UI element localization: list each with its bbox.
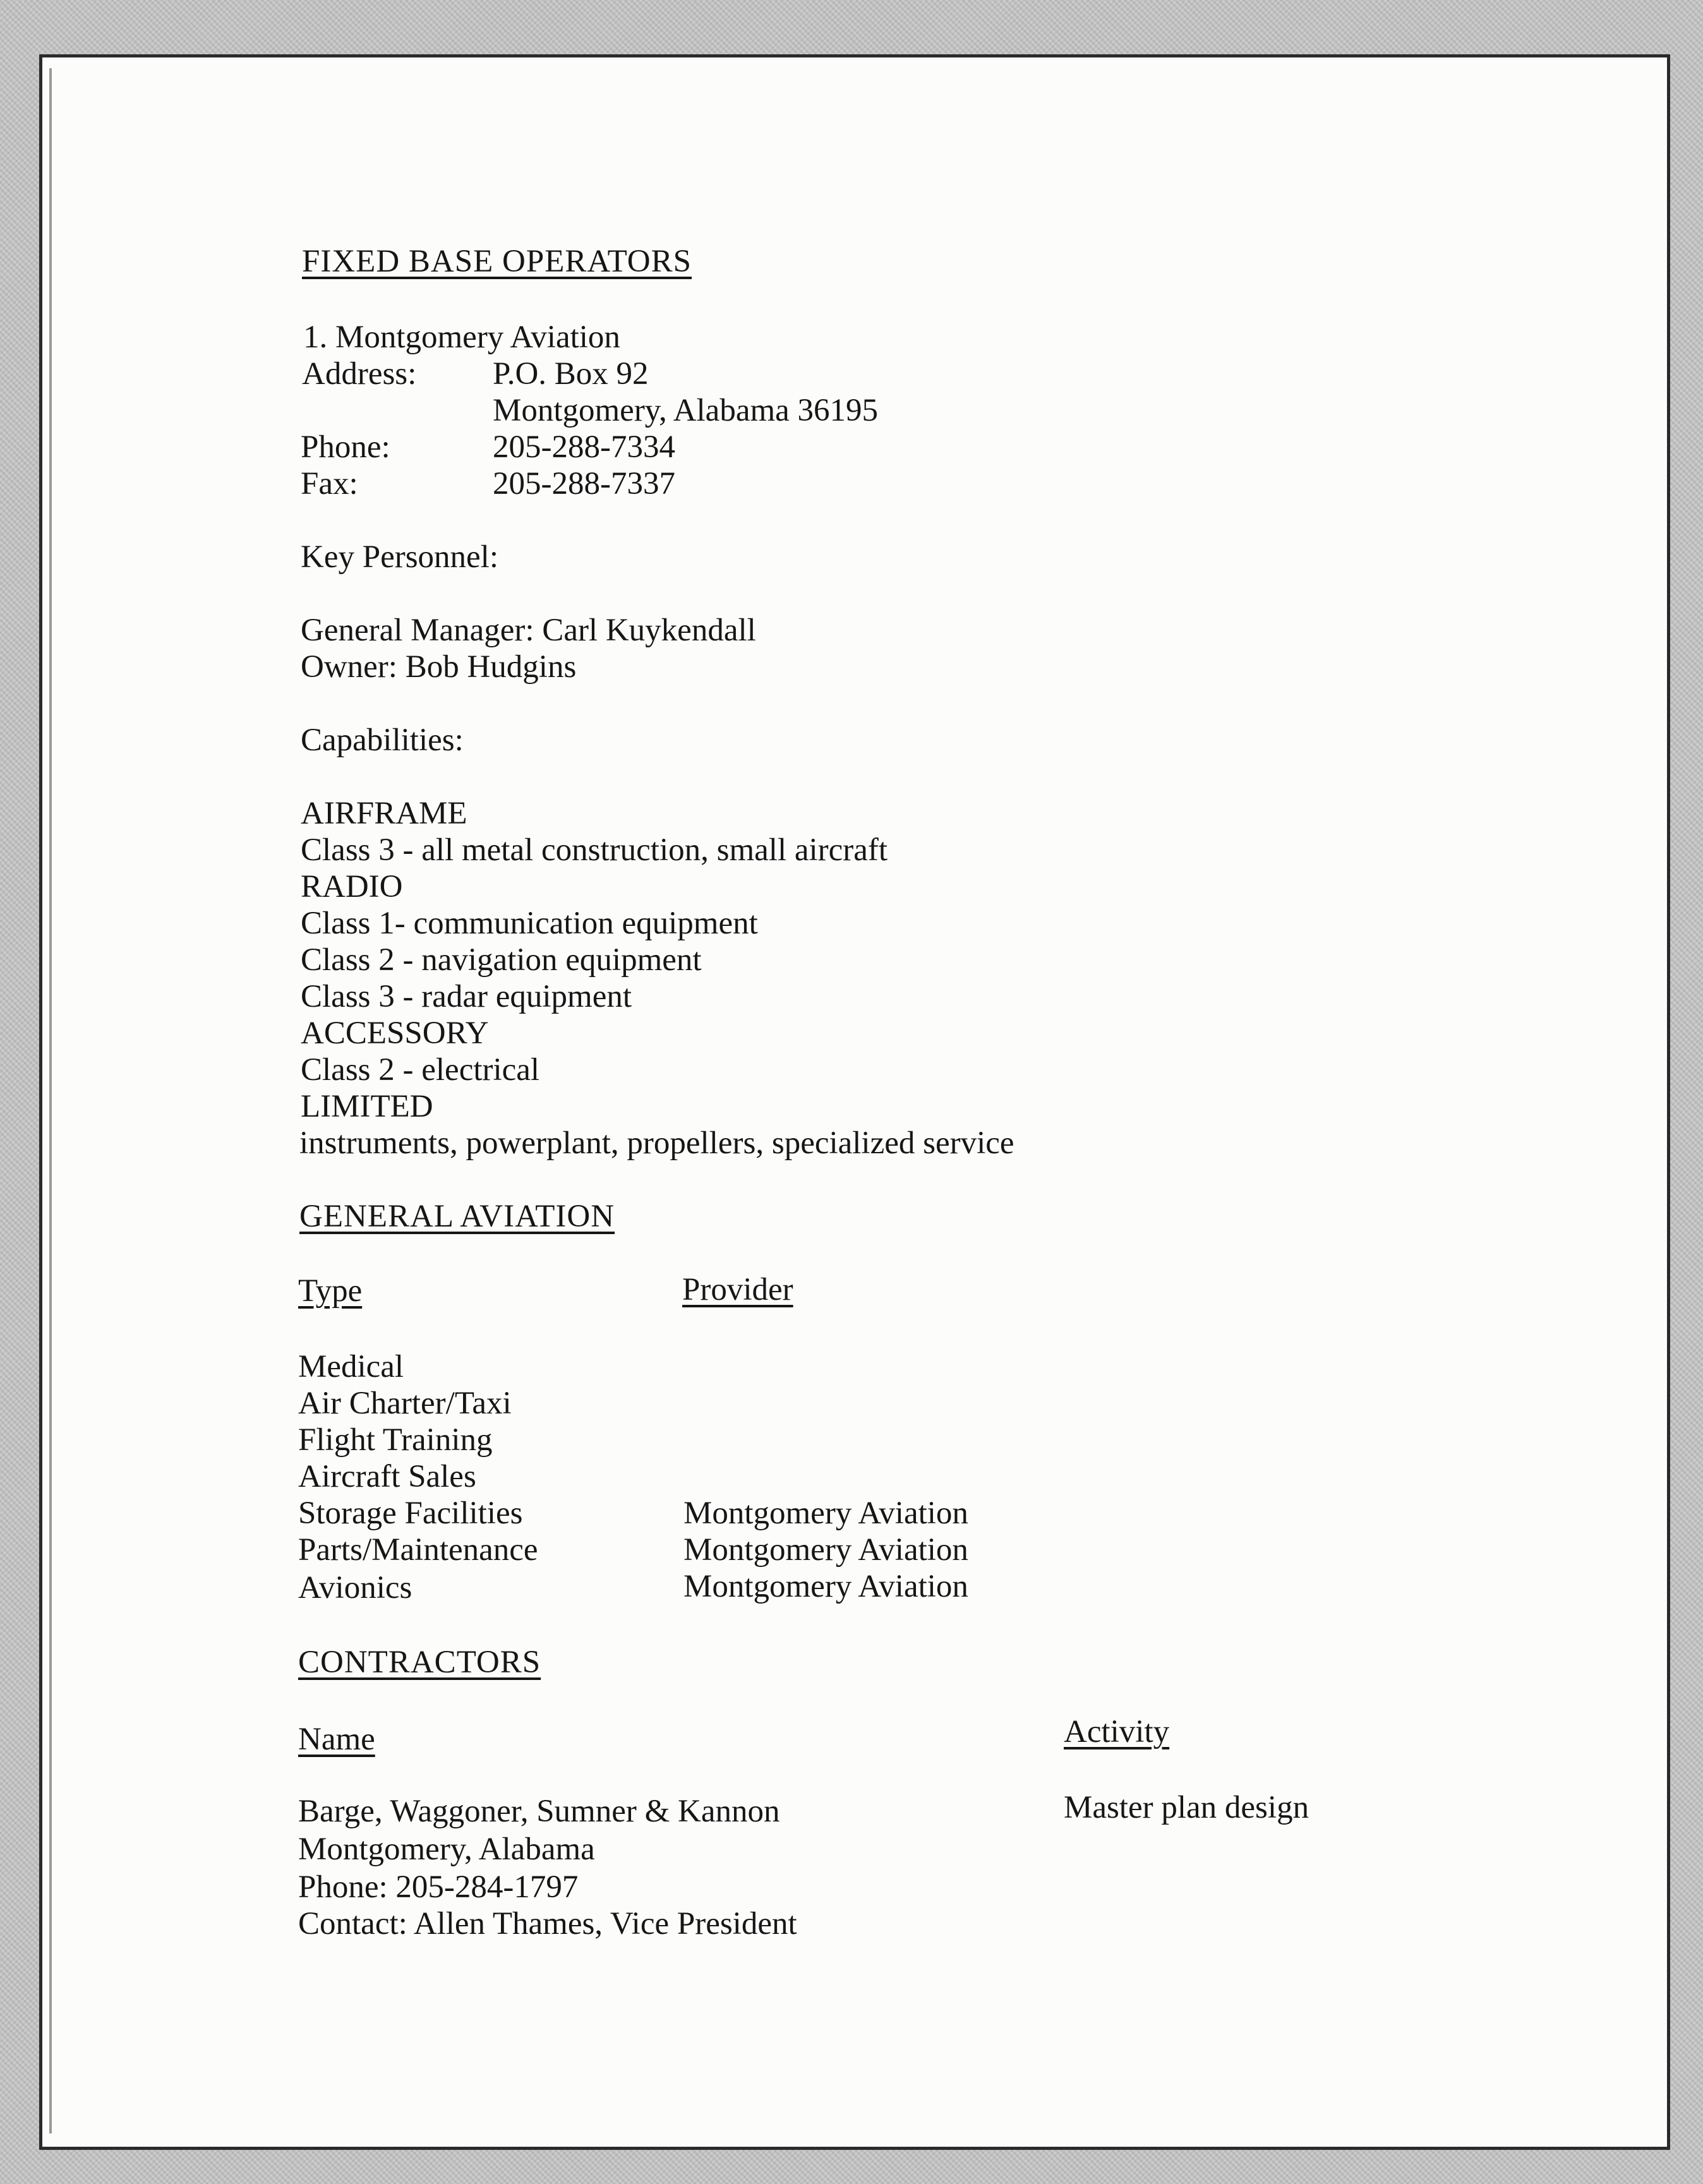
provider-column-header: Provider (682, 1272, 793, 1307)
capabilities-label: Capabilities: (301, 723, 464, 758)
key-personnel-label: Key Personnel: (301, 539, 499, 575)
name-column-header: Name (298, 1722, 375, 1757)
fax-label: Fax: (301, 466, 358, 501)
contractors-heading: CONTRACTORS (298, 1645, 541, 1680)
fbo-heading: FIXED BASE OPERATORS (302, 244, 692, 279)
fbo-entry-title: 1. Montgomery Aviation (303, 320, 620, 355)
phone-label: Phone: (301, 429, 390, 465)
capability-line: ACCESSORY (301, 1016, 489, 1051)
contractor-line: Phone: 205-284-1797 (298, 1869, 579, 1905)
address-line-2: Montgomery, Alabama 36195 (493, 393, 879, 428)
capability-line: RADIO (301, 869, 403, 904)
address-label: Address: (302, 356, 417, 392)
aviation-type: Aircraft Sales (298, 1459, 476, 1494)
aviation-type: Parts/Maintenance (298, 1532, 538, 1568)
capability-line: Class 3 - all metal construction, small aircraft (301, 832, 888, 868)
contractor-line: Montgomery, Alabama (298, 1832, 595, 1867)
contractor-line: Contact: Allen Thames, Vice President (298, 1906, 797, 1941)
aviation-type: Storage Facilities (298, 1496, 523, 1531)
aviation-provider: Montgomery Aviation (683, 1496, 968, 1531)
aviation-type: Medical (298, 1349, 404, 1384)
capability-line: instruments, powerplant, propellers, specialized service (299, 1125, 1014, 1161)
fax-value: 205-288-7337 (493, 466, 675, 501)
capability-line: Class 2 - navigation equipment (301, 942, 702, 978)
aviation-type: Flight Training (298, 1422, 493, 1458)
type-column-header: Type (298, 1273, 363, 1309)
general-aviation-heading: GENERAL AVIATION (299, 1199, 615, 1234)
aviation-type: Avionics (298, 1570, 412, 1605)
aviation-provider: Montgomery Aviation (683, 1532, 968, 1568)
capability-line: Class 2 - electrical (301, 1052, 540, 1088)
capability-line: Class 1- communication equipment (301, 906, 758, 941)
contractor-activity: Master plan design (1064, 1790, 1309, 1825)
page-edge-line (49, 68, 52, 2133)
capability-line: LIMITED (301, 1089, 433, 1124)
aviation-type: Air Charter/Taxi (298, 1386, 512, 1421)
phone-value: 205-288-7334 (493, 429, 675, 465)
capability-line: AIRFRAME (301, 796, 467, 831)
activity-column-header: Activity (1064, 1714, 1170, 1749)
owner-line: Owner: Bob Hudgins (301, 649, 577, 685)
document-page (39, 54, 1670, 2150)
address-line-1: P.O. Box 92 (493, 356, 649, 392)
capability-line: Class 3 - radar equipment (301, 979, 632, 1014)
general-manager-line: General Manager: Carl Kuykendall (301, 613, 756, 648)
aviation-provider: Montgomery Aviation (683, 1569, 968, 1604)
contractor-line: Barge, Waggoner, Sumner & Kannon (298, 1794, 780, 1829)
